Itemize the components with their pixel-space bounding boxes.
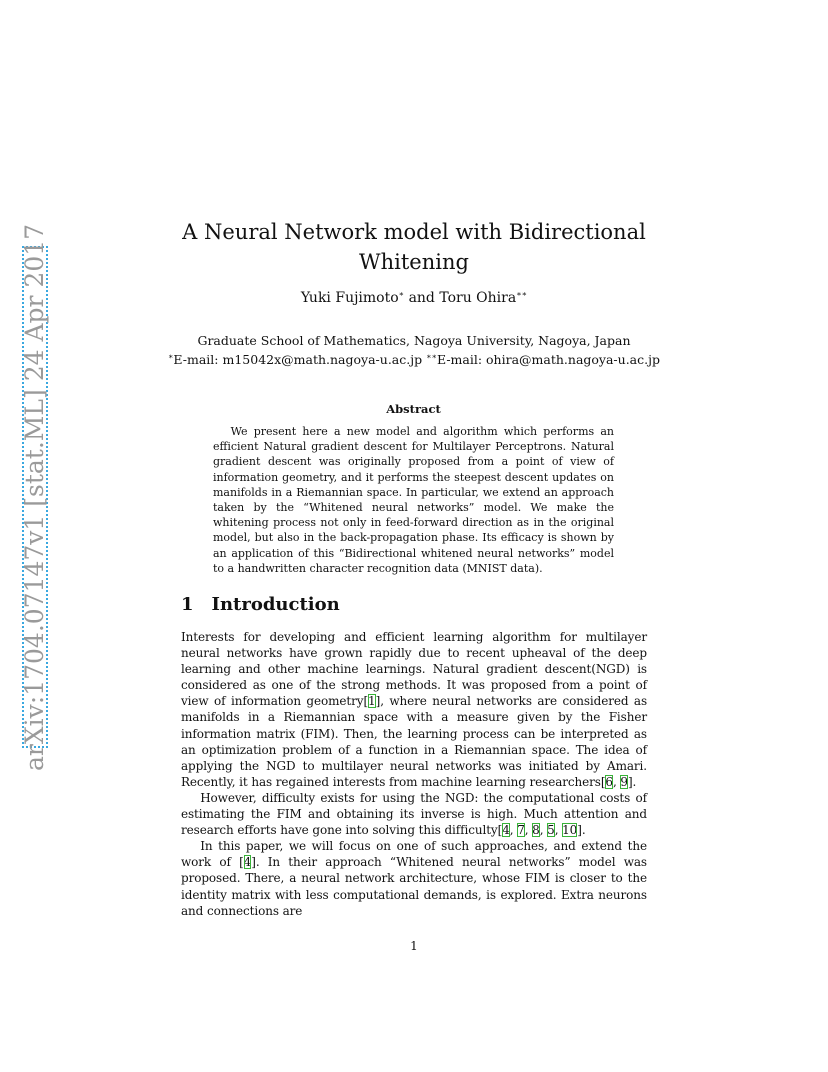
email: E-mail: m15042x@math.nagoya-u.ac.jp [173,352,423,367]
author-name: Yuki Fujimoto [300,290,399,306]
paragraph: In this paper, we will focus on one of such approaches, and extend the work of [4]. In their approach “Whitened neural networks” model was proposed. There, a neural network architecture, whose FIM is closer to the identity matrix with less computational demands, is explored. Extra neurons and connections are [181,839,647,918]
author-name: Toru Ohira [439,290,517,306]
paper-title: A Neural Network model with Bidirectional Whitening [182,220,646,274]
citation-link[interactable]: 10 [562,823,578,838]
citation-link[interactable]: 7 [517,823,525,838]
page-number: 1 [410,939,418,953]
authors [160,290,668,306]
citation-link[interactable]: 6 [605,774,613,789]
text-run: . [632,774,637,789]
citation-link[interactable]: 9 [620,774,628,789]
text-run: Interests for developing and efficient learning algorithm for multilayer neural networks have grown rapidly due to recent upheaval of the deep learning and other machine learnings. Natural gradient descent(NGD) is considered as one of the strong methods. It was proposed from a point of view of information geometry [181,630,647,709]
text-run: . [581,823,586,838]
author-mark: ∗ [398,289,405,299]
email-mark: ∗∗ [426,351,437,361]
text-run: However, difficulty exists for using the NGD: the computational costs of estimating the FIM and obtaining its inverse is high. Much attention and research efforts have gone into solving this difficulty [181,790,647,838]
arxiv-stamp[interactable] [20,223,49,771]
citation-link[interactable]: 5 [547,823,555,838]
section-title: Introduction [211,594,340,615]
text-run: , where neural networks are considered as manifolds in a Riemannian space with a measure given by the Fisher information matrix (FIM). Then, the learning process can be interpreted as an optimization problem of a function in a Riemannian space. The idea of applying the NGD to multilayer neural networks was initiated by Amari. Recently, it has regained interests from machine learning researchers [181,694,648,789]
emails [140,350,688,369]
text-run: In this paper, we will focus on one of such approaches, and extend the work of [181,839,647,870]
citation-link[interactable]: 4 [243,855,252,870]
citation-link[interactable]: 8 [532,823,540,838]
text-run: . In their approach “Whitened neural networks” model was proposed. There, a neural network architecture, whose FIM is closer to the identity matrix with less computational demands, is explored. Extra neurons and connections are [181,855,647,918]
section-heading [181,594,340,615]
citation-link[interactable]: 1 [368,694,376,709]
abstract-text: We present here a new model and algorithm which performs an efficient Natural gradient descent for Multilayer Perceptrons. Natural gradient descent was originally proposed from a point of view of information geometry, and it performs the steepest descent updates on manifolds in a Riemannian space. In particular, we extend an approach taken by the “Whitened neural networks” model. We make the whitening process not only in feed-forward direction as in the original model, but also in the back-propagation phase. Its efficacy is shown by an application of this “Bidirectional whitened neural networks” model to a handwritten character recognition data (MNIST data). [213,425,614,575]
author-mark: ∗∗ [516,289,528,299]
paragraph: However, difficulty exists for using the NGD: the computational costs of estimating the FIM and obtaining its inverse is high. Much attention and research efforts have gone into solving this difficulty[4, 7, 8, 5, 10]. [181,790,647,838]
abstract-heading: Abstract [386,402,441,416]
paragraph: Interests for developing and efficient learning algorithm for multilayer neural networks have grown rapidly due to recent upheaval of the deep learning and other machine learnings. Natural gradient descent(NGD) is considered as one of the strong methods. It was proposed from a point of view of information geometry[1], where neural networks are considered as manifolds in a Riemannian space with a measure given by the Fisher information matrix (FIM). Then, the learning process can be interpreted as an optimization problem of a function in a Riemannian space. The idea of applying the NGD to multilayer neural networks was initiated by Amari. Recently, it has regained interests from machine learning researchers[6, 9]. [181,630,648,789]
email-mark: ∗ [167,351,174,361]
author-conjunction: and [408,290,435,306]
affiliation: Graduate School of Mathematics, Nagoya University, Nagoya, Japan [197,333,631,348]
email: E-mail: ohira@math.nagoya-u.ac.jp [436,352,660,367]
arxiv-stamp-link[interactable]: arXiv:1704.07147v1 [stat.ML] 24 Apr 2017 [20,223,49,771]
section-body [181,629,647,919]
citation-link[interactable]: 4 [502,823,510,838]
affiliation-block [140,331,688,369]
section-number: 1 [181,594,194,615]
